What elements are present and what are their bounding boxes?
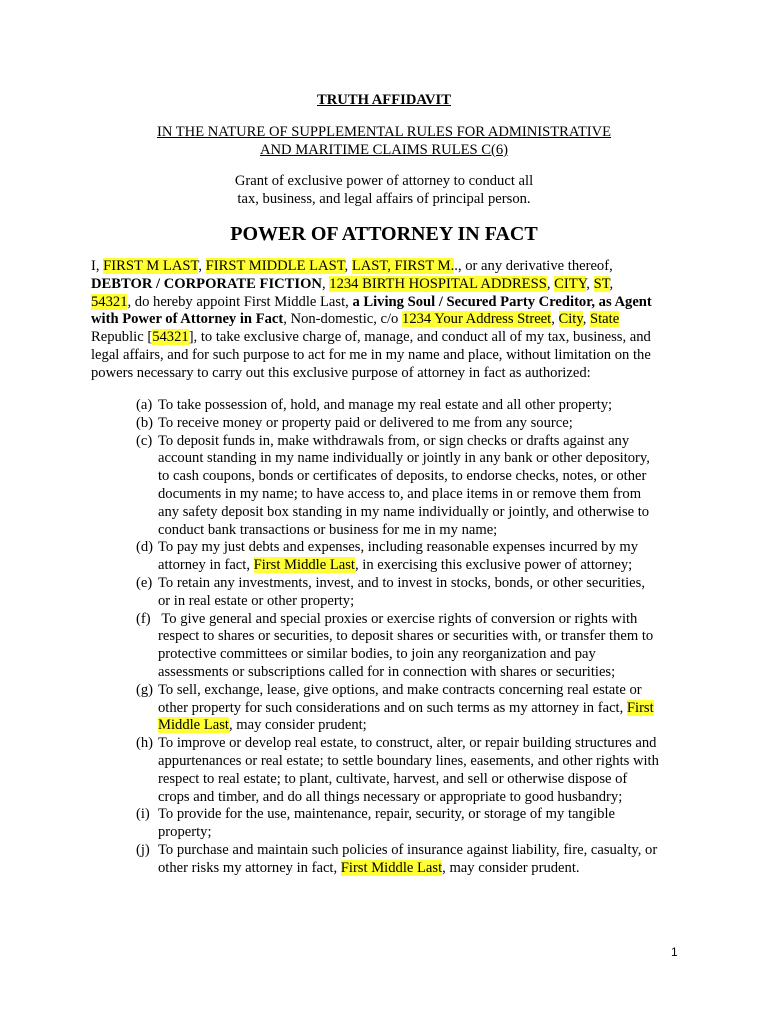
text-run: , in exercising this exclusive power of attorney;	[355, 557, 633, 574]
intro-line-6: legal affairs, and for such purpose to act for me in my name and place, without limitation on the	[91, 346, 651, 363]
highlighted-name: LAST, FIRST M.	[351, 258, 455, 274]
item-line: To take possession of, hold, and manage my real estate and all other property;	[158, 397, 613, 413]
grant-line-1: Grant of exclusive power of attorney to conduct all	[234, 173, 534, 189]
highlighted-state: ST	[593, 275, 610, 292]
text-run: , may consider prudent.	[442, 859, 580, 876]
debtor-label: DEBTOR / CORPORATE FICTION	[91, 275, 322, 292]
text-run: Republic [	[91, 329, 153, 346]
highlighted-name: FIRST M LAST	[103, 258, 199, 274]
list-item-d	[136, 539, 684, 575]
grant-line-2: tax, business, and legal affairs of principal person.	[237, 190, 531, 207]
item-marker: (g)	[136, 681, 154, 698]
item-line: To give general and special proxies or exercise rights of conversion or rights with	[158, 610, 638, 627]
intro-paragraph	[91, 258, 683, 383]
highlighted-name: First	[626, 699, 654, 716]
item-marker: (d)	[136, 539, 154, 556]
item-line	[158, 700, 684, 718]
list-item-i	[136, 806, 684, 842]
item-line: To provide for the use, maintenance, repair, security, or storage of my tangible	[158, 806, 615, 823]
intro-line-1	[91, 258, 683, 276]
list-item-a	[136, 397, 684, 415]
subtitle-line-1: IN THE NATURE OF SUPPLEMENTAL RULES FOR ADMINISTRATIVE	[156, 124, 612, 140]
highlighted-city: City	[558, 311, 583, 328]
page-number: 1	[671, 945, 678, 959]
item-marker: (a)	[136, 397, 153, 413]
highlighted-name: First Middle Last	[340, 859, 443, 876]
item-marker: (f)	[136, 610, 151, 627]
item-marker: (j)	[136, 841, 150, 858]
item-line: any safety deposit box standing in my name individually or jointly, and otherwise to	[158, 503, 650, 520]
agent-label: a Living Soul / Secured Party Creditor, as Agent	[352, 293, 652, 310]
intro-line-5	[91, 329, 683, 347]
item-marker: (h)	[136, 735, 154, 752]
item-line: crops and timber, and do all things necessary or appropriate to good husbandry;	[158, 788, 623, 805]
list-item-b	[136, 415, 684, 433]
text-run: I,	[91, 258, 104, 274]
list-item-g	[136, 682, 684, 735]
document-subtitle	[0, 124, 768, 160]
item-line: conduct bank transactions or business for me in my name;	[158, 521, 498, 538]
intro-line-2	[91, 276, 683, 294]
item-line: account standing in my name individually or jointly in any bank or other depository,	[158, 450, 650, 467]
grant-statement	[0, 173, 768, 209]
text-run: ,	[586, 275, 594, 292]
highlighted-name: First Middle Last	[253, 557, 355, 574]
item-line	[158, 860, 684, 878]
item-line: protective committees or similar bodies, to join any reorganization and pay	[158, 646, 596, 663]
highlighted-name: FIRST MIDDLE LAST	[205, 258, 345, 274]
item-line: To deposit funds in, make withdrawals from, or sign checks or drafts against any	[158, 432, 630, 449]
text-run: , may consider prudent;	[228, 717, 367, 734]
text-run: ], to take exclusive charge of, manage, and conduct all of my tax, business, and	[188, 329, 651, 346]
text-run: ,	[609, 275, 614, 292]
item-line: To purchase and maintain such policies of insurance against liability, fire, casualty, or	[158, 841, 658, 858]
item-line: To improve or develop real estate, to construct, alter, or repair building structures and	[158, 735, 657, 752]
power-label: with Power of Attorney in Fact	[91, 311, 284, 328]
text-run: other property for such considerations and on such terms as my attorney in fact,	[158, 699, 627, 716]
document-title: TRUTH AFFIDAVIT	[317, 92, 451, 108]
item-line: or in real estate or other property;	[158, 592, 355, 609]
item-line: appurtenances or real estate; to settle boundary lines, easements, and other rights with	[158, 752, 659, 769]
item-line: To sell, exchange, lease, give options, and make contracts concerning real estate or	[158, 681, 642, 698]
text-run: ,	[344, 258, 352, 274]
powers-list	[136, 397, 684, 878]
item-line: to cash coupons, bonds or certificates of deposits, to endorse checks, notes, or other	[158, 468, 647, 485]
item-line	[158, 557, 684, 575]
text-run: ., or any derivative thereof,	[454, 258, 613, 274]
intro-line-3	[91, 294, 683, 312]
item-line: respect to shares or securities, to deposit shares or securities with, or transfer them to	[158, 628, 654, 645]
item-line: assessments or subscriptions called for in connection with shares or securities;	[158, 663, 616, 680]
highlighted-city: CITY	[554, 275, 587, 292]
highlighted-zip: 54321	[91, 293, 128, 310]
item-marker: (c)	[136, 432, 153, 449]
item-line: To retain any investments, invest, and to invest in stocks, bonds, or other securities,	[158, 574, 645, 591]
intro-line-4	[91, 311, 683, 329]
item-marker: (i)	[136, 806, 150, 823]
list-item-h	[136, 735, 684, 806]
highlighted-address: 1234 BIRTH HOSPITAL ADDRESS	[329, 275, 547, 292]
highlighted-zip: 54321	[152, 329, 189, 346]
item-line: property;	[158, 824, 212, 841]
item-line: respect to real estate; to plant, cultivate, harvest, and sell or otherwise dispose of	[158, 770, 628, 787]
subtitle-line-2: AND MARITIME CLAIMS RULES C(6)	[259, 141, 509, 158]
text-run: ,	[321, 275, 330, 292]
text-run: other risks my attorney in fact,	[158, 859, 341, 876]
item-line: documents in my name; to have access to, and place items in or remove them from	[158, 485, 642, 502]
list-item-e	[136, 575, 684, 611]
text-run: ,	[546, 275, 555, 292]
highlighted-state: State	[590, 311, 620, 328]
intro-line-7: powers necessary to carry out this exclusive purpose of attorney in fact as authorized:	[91, 364, 591, 381]
list-item-f	[136, 611, 684, 682]
text-run: , do hereby appoint First Middle Last,	[127, 293, 353, 310]
item-line: To pay my just debts and expenses, including reasonable expenses incurred by my	[158, 539, 639, 556]
text-run: ,	[198, 258, 206, 274]
list-item-c	[136, 433, 684, 540]
section-heading: POWER OF ATTORNEY IN FACT	[230, 223, 538, 245]
item-marker: (e)	[136, 574, 153, 591]
text-run: , Non-domestic, c/o	[283, 311, 403, 328]
item-marker: (b)	[136, 414, 154, 431]
highlighted-name: Middle Last	[158, 717, 229, 734]
item-line	[158, 717, 684, 735]
item-line: To receive money or property paid or delivered to me from any source;	[158, 414, 573, 431]
text-run: attorney in fact,	[158, 557, 254, 574]
text-run: ,	[551, 311, 559, 328]
list-item-j	[136, 842, 684, 878]
text-run: ,	[582, 311, 590, 328]
highlighted-address: 1234 Your Address Street	[402, 311, 552, 328]
